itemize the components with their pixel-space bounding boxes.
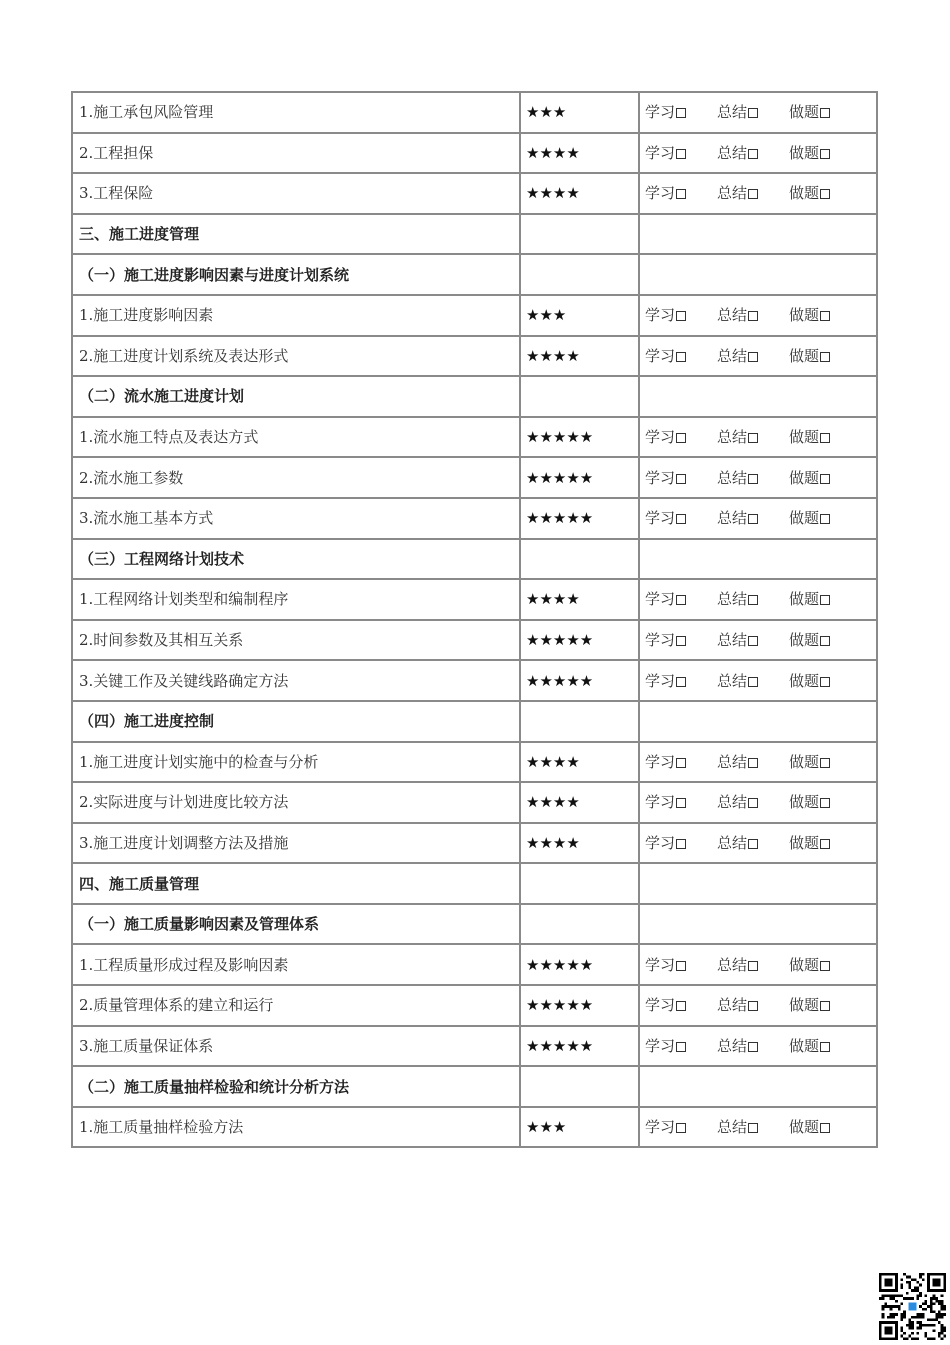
practice-checkbox[interactable] bbox=[789, 469, 830, 487]
table-row bbox=[72, 579, 877, 620]
study-label: 学习 bbox=[645, 996, 676, 1015]
progress-checks-cell bbox=[639, 742, 877, 783]
checkbox-icon[interactable] bbox=[748, 474, 758, 484]
practice-checkbox[interactable] bbox=[789, 103, 830, 121]
table-row bbox=[72, 620, 877, 661]
checkbox-icon[interactable] bbox=[676, 961, 686, 971]
table-row bbox=[72, 823, 877, 864]
summary-label: 总结 bbox=[717, 184, 748, 203]
topic-cell: 3.流水施工基本方式 bbox=[72, 498, 520, 539]
study-checkbox[interactable] bbox=[645, 834, 717, 852]
importance-stars: ★★★★★ bbox=[520, 944, 639, 985]
progress-checks-cell bbox=[639, 417, 877, 458]
topic-cell: 1.施工进度影响因素 bbox=[72, 295, 520, 336]
study-checkbox[interactable] bbox=[645, 590, 717, 608]
progress-checks-cell bbox=[639, 1026, 877, 1067]
section-heading-row bbox=[72, 539, 877, 580]
checkbox-icon[interactable] bbox=[748, 798, 758, 808]
topic-cell: （一）施工进度影响因素与进度计划系统 bbox=[72, 254, 520, 295]
practice-checkbox[interactable] bbox=[789, 347, 830, 365]
progress-checks-cell bbox=[639, 944, 877, 985]
progress-checks-cell bbox=[639, 254, 877, 295]
summary-checkbox[interactable] bbox=[717, 956, 789, 974]
section-heading-row bbox=[72, 904, 877, 945]
checkbox-icon[interactable] bbox=[748, 961, 758, 971]
practice-label: 做题 bbox=[789, 306, 820, 325]
table-row bbox=[72, 1026, 877, 1067]
importance-stars bbox=[520, 539, 639, 580]
importance-stars: ★★★ bbox=[520, 1107, 639, 1148]
summary-checkbox[interactable] bbox=[717, 1037, 789, 1055]
practice-checkbox[interactable] bbox=[789, 793, 830, 811]
table-row bbox=[72, 336, 877, 377]
table-row bbox=[72, 660, 877, 701]
section-heading-row bbox=[72, 701, 877, 742]
table-row bbox=[72, 457, 877, 498]
progress-checks-cell bbox=[639, 904, 877, 945]
study-label: 学习 bbox=[645, 955, 676, 974]
checkbox-icon[interactable] bbox=[676, 636, 686, 646]
importance-stars: ★★★★★ bbox=[520, 457, 639, 498]
topic-cell: （二）流水施工进度计划 bbox=[72, 376, 520, 417]
table-row bbox=[72, 498, 877, 539]
progress-checks-cell bbox=[639, 214, 877, 255]
practice-checkbox[interactable] bbox=[789, 306, 830, 324]
summary-checkbox[interactable] bbox=[717, 590, 789, 608]
topic-cell: 2.施工进度计划系统及表达形式 bbox=[72, 336, 520, 377]
summary-label: 总结 bbox=[717, 752, 748, 771]
summary-label: 总结 bbox=[717, 793, 748, 812]
topic-cell: 1.施工承包风险管理 bbox=[72, 92, 520, 133]
checkbox-icon[interactable] bbox=[748, 514, 758, 524]
study-label: 学习 bbox=[645, 509, 676, 528]
importance-stars: ★★★★ bbox=[520, 173, 639, 214]
section-heading-row bbox=[72, 863, 877, 904]
summary-label: 总结 bbox=[717, 428, 748, 447]
practice-label: 做题 bbox=[789, 1118, 820, 1137]
summary-checkbox[interactable] bbox=[717, 103, 789, 121]
study-checkbox[interactable] bbox=[645, 184, 717, 202]
checkbox-icon[interactable] bbox=[820, 108, 830, 118]
summary-label: 总结 bbox=[717, 955, 748, 974]
study-label: 学习 bbox=[645, 428, 676, 447]
importance-stars bbox=[520, 376, 639, 417]
practice-label: 做题 bbox=[789, 671, 820, 690]
study-label: 学习 bbox=[645, 793, 676, 812]
checkbox-icon[interactable] bbox=[820, 474, 830, 484]
study-checkbox[interactable] bbox=[645, 103, 717, 121]
topic-cell: 2.实际进度与计划进度比较方法 bbox=[72, 782, 520, 823]
progress-checks-cell bbox=[639, 1107, 877, 1148]
summary-checkbox[interactable] bbox=[717, 996, 789, 1014]
checkbox-icon[interactable] bbox=[676, 189, 686, 199]
importance-stars bbox=[520, 214, 639, 255]
practice-label: 做题 bbox=[789, 590, 820, 609]
checkbox-icon[interactable] bbox=[676, 677, 686, 687]
checkbox-icon[interactable] bbox=[676, 514, 686, 524]
topic-cell: （四）施工进度控制 bbox=[72, 701, 520, 742]
checkbox-icon[interactable] bbox=[676, 1042, 686, 1052]
study-checkbox[interactable] bbox=[645, 509, 717, 527]
practice-label: 做题 bbox=[789, 428, 820, 447]
study-checkbox[interactable] bbox=[645, 306, 717, 324]
study-checkbox[interactable] bbox=[645, 956, 717, 974]
progress-checks-cell bbox=[639, 1066, 877, 1107]
checkbox-icon[interactable] bbox=[676, 1001, 686, 1011]
study-label: 学习 bbox=[645, 671, 676, 690]
summary-label: 总结 bbox=[717, 590, 748, 609]
practice-checkbox[interactable] bbox=[789, 956, 830, 974]
summary-checkbox[interactable] bbox=[717, 1118, 789, 1136]
progress-checks-cell bbox=[639, 782, 877, 823]
checkbox-icon[interactable] bbox=[676, 758, 686, 768]
checkbox-icon[interactable] bbox=[820, 1042, 830, 1052]
summary-checkbox[interactable] bbox=[717, 672, 789, 690]
progress-checks-cell bbox=[639, 498, 877, 539]
study-label: 学习 bbox=[645, 1118, 676, 1137]
checkbox-icon[interactable] bbox=[820, 798, 830, 808]
table-row bbox=[72, 417, 877, 458]
section-heading-row bbox=[72, 376, 877, 417]
table-body bbox=[72, 92, 877, 1147]
study-label: 学习 bbox=[645, 631, 676, 650]
table-row bbox=[72, 782, 877, 823]
checkbox-icon[interactable] bbox=[748, 189, 758, 199]
importance-stars: ★★★ bbox=[520, 295, 639, 336]
progress-checks-cell bbox=[639, 660, 877, 701]
topic-cell: 1.工程质量形成过程及影响因素 bbox=[72, 944, 520, 985]
checkbox-icon[interactable] bbox=[748, 595, 758, 605]
topic-cell: 3.施工质量保证体系 bbox=[72, 1026, 520, 1067]
checkbox-icon[interactable] bbox=[676, 595, 686, 605]
checkbox-icon[interactable] bbox=[748, 352, 758, 362]
checkbox-icon[interactable] bbox=[820, 149, 830, 159]
summary-label: 总结 bbox=[717, 996, 748, 1015]
study-plan-table bbox=[71, 91, 878, 1148]
practice-label: 做题 bbox=[789, 184, 820, 203]
practice-label: 做题 bbox=[789, 468, 820, 487]
importance-stars bbox=[520, 254, 639, 295]
section-heading-row bbox=[72, 1066, 877, 1107]
summary-label: 总结 bbox=[717, 468, 748, 487]
practice-checkbox[interactable] bbox=[789, 428, 830, 446]
progress-checks-cell bbox=[639, 336, 877, 377]
practice-checkbox[interactable] bbox=[789, 1037, 830, 1055]
checkbox-icon[interactable] bbox=[676, 149, 686, 159]
table-row bbox=[72, 985, 877, 1026]
checkbox-icon[interactable] bbox=[820, 677, 830, 687]
checkbox-icon[interactable] bbox=[676, 108, 686, 118]
checkbox-icon[interactable] bbox=[748, 1123, 758, 1133]
checkbox-icon[interactable] bbox=[676, 433, 686, 443]
practice-label: 做题 bbox=[789, 346, 820, 365]
progress-checks-cell bbox=[639, 295, 877, 336]
progress-checks-cell bbox=[639, 376, 877, 417]
summary-checkbox[interactable] bbox=[717, 793, 789, 811]
summary-checkbox[interactable] bbox=[717, 184, 789, 202]
importance-stars: ★★★★★ bbox=[520, 417, 639, 458]
study-label: 学习 bbox=[645, 143, 676, 162]
study-label: 学习 bbox=[645, 752, 676, 771]
summary-checkbox[interactable] bbox=[717, 469, 789, 487]
practice-checkbox[interactable] bbox=[789, 631, 830, 649]
checkbox-icon[interactable] bbox=[676, 311, 686, 321]
importance-stars: ★★★★★ bbox=[520, 1026, 639, 1067]
table-row bbox=[72, 92, 877, 133]
study-checkbox[interactable] bbox=[645, 996, 717, 1014]
summary-label: 总结 bbox=[717, 509, 748, 528]
study-checkbox[interactable] bbox=[645, 793, 717, 811]
practice-label: 做题 bbox=[789, 752, 820, 771]
checkbox-icon[interactable] bbox=[748, 1001, 758, 1011]
importance-stars: ★★★ bbox=[520, 92, 639, 133]
summary-label: 总结 bbox=[717, 671, 748, 690]
study-label: 学习 bbox=[645, 306, 676, 325]
summary-checkbox[interactable] bbox=[717, 428, 789, 446]
checkbox-icon[interactable] bbox=[820, 514, 830, 524]
checkbox-icon[interactable] bbox=[820, 636, 830, 646]
practice-label: 做题 bbox=[789, 1036, 820, 1055]
importance-stars bbox=[520, 863, 639, 904]
checkbox-icon[interactable] bbox=[820, 839, 830, 849]
practice-label: 做题 bbox=[789, 143, 820, 162]
study-checkbox[interactable] bbox=[645, 469, 717, 487]
table-row bbox=[72, 133, 877, 174]
topic-cell: （二）施工质量抽样检验和统计分析方法 bbox=[72, 1066, 520, 1107]
study-label: 学习 bbox=[645, 468, 676, 487]
checkbox-icon[interactable] bbox=[748, 839, 758, 849]
study-checkbox[interactable] bbox=[645, 631, 717, 649]
study-label: 学习 bbox=[645, 346, 676, 365]
practice-checkbox[interactable] bbox=[789, 590, 830, 608]
importance-stars bbox=[520, 1066, 639, 1107]
topic-cell: 3.关键工作及关键线路确定方法 bbox=[72, 660, 520, 701]
importance-stars: ★★★★★ bbox=[520, 985, 639, 1026]
progress-checks-cell bbox=[639, 173, 877, 214]
study-checkbox[interactable] bbox=[645, 347, 717, 365]
checkbox-icon[interactable] bbox=[820, 352, 830, 362]
practice-label: 做题 bbox=[789, 996, 820, 1015]
table-row bbox=[72, 944, 877, 985]
checkbox-icon[interactable] bbox=[748, 677, 758, 687]
study-checkbox[interactable] bbox=[645, 1118, 717, 1136]
summary-label: 总结 bbox=[717, 143, 748, 162]
summary-label: 总结 bbox=[717, 346, 748, 365]
checkbox-icon[interactable] bbox=[820, 758, 830, 768]
checkbox-icon[interactable] bbox=[676, 798, 686, 808]
importance-stars: ★★★★ bbox=[520, 782, 639, 823]
checkbox-icon[interactable] bbox=[820, 1001, 830, 1011]
summary-label: 总结 bbox=[717, 1118, 748, 1137]
summary-checkbox[interactable] bbox=[717, 834, 789, 852]
summary-label: 总结 bbox=[717, 631, 748, 650]
importance-stars bbox=[520, 904, 639, 945]
importance-stars: ★★★★ bbox=[520, 742, 639, 783]
study-checkbox[interactable] bbox=[645, 428, 717, 446]
progress-checks-cell bbox=[639, 985, 877, 1026]
topic-cell: （三）工程网络计划技术 bbox=[72, 539, 520, 580]
practice-checkbox[interactable] bbox=[789, 1118, 830, 1136]
topic-cell: 3.施工进度计划调整方法及措施 bbox=[72, 823, 520, 864]
study-label: 学习 bbox=[645, 184, 676, 203]
summary-checkbox[interactable] bbox=[717, 144, 789, 162]
checkbox-icon[interactable] bbox=[820, 189, 830, 199]
study-label: 学习 bbox=[645, 103, 676, 122]
topic-cell: 2.工程担保 bbox=[72, 133, 520, 174]
practice-checkbox[interactable] bbox=[789, 184, 830, 202]
topic-cell: 四、施工质量管理 bbox=[72, 863, 520, 904]
checkbox-icon[interactable] bbox=[676, 474, 686, 484]
checkbox-icon[interactable] bbox=[748, 758, 758, 768]
checkbox-icon[interactable] bbox=[820, 961, 830, 971]
table-row bbox=[72, 173, 877, 214]
checkbox-icon[interactable] bbox=[748, 149, 758, 159]
summary-label: 总结 bbox=[717, 833, 748, 852]
practice-label: 做题 bbox=[789, 631, 820, 650]
table-row bbox=[72, 742, 877, 783]
checkbox-icon[interactable] bbox=[748, 433, 758, 443]
table-row bbox=[72, 295, 877, 336]
importance-stars: ★★★★★ bbox=[520, 620, 639, 661]
qr-code-icon bbox=[879, 1273, 946, 1340]
importance-stars: ★★★★ bbox=[520, 336, 639, 377]
practice-checkbox[interactable] bbox=[789, 753, 830, 771]
checkbox-icon[interactable] bbox=[748, 108, 758, 118]
summary-label: 总结 bbox=[717, 1036, 748, 1055]
progress-checks-cell bbox=[639, 539, 877, 580]
topic-cell: 1.施工进度计划实施中的检查与分析 bbox=[72, 742, 520, 783]
importance-stars bbox=[520, 701, 639, 742]
practice-checkbox[interactable] bbox=[789, 509, 830, 527]
checkbox-icon[interactable] bbox=[748, 311, 758, 321]
summary-checkbox[interactable] bbox=[717, 753, 789, 771]
practice-label: 做题 bbox=[789, 793, 820, 812]
checkbox-icon[interactable] bbox=[676, 352, 686, 362]
progress-checks-cell bbox=[639, 701, 877, 742]
topic-cell: 1.工程网络计划类型和编制程序 bbox=[72, 579, 520, 620]
practice-label: 做题 bbox=[789, 103, 820, 122]
checkbox-icon[interactable] bbox=[820, 595, 830, 605]
practice-label: 做题 bbox=[789, 955, 820, 974]
summary-checkbox[interactable] bbox=[717, 509, 789, 527]
study-label: 学习 bbox=[645, 1036, 676, 1055]
progress-checks-cell bbox=[639, 457, 877, 498]
study-checkbox[interactable] bbox=[645, 1037, 717, 1055]
practice-label: 做题 bbox=[789, 833, 820, 852]
checkbox-icon[interactable] bbox=[820, 433, 830, 443]
checkbox-icon[interactable] bbox=[676, 839, 686, 849]
checkbox-icon[interactable] bbox=[748, 636, 758, 646]
importance-stars: ★★★★ bbox=[520, 823, 639, 864]
practice-checkbox[interactable] bbox=[789, 144, 830, 162]
section-heading-row bbox=[72, 214, 877, 255]
practice-checkbox[interactable] bbox=[789, 996, 830, 1014]
practice-checkbox[interactable] bbox=[789, 672, 830, 690]
progress-checks-cell bbox=[639, 823, 877, 864]
summary-label: 总结 bbox=[717, 103, 748, 122]
topic-cell: 2.时间参数及其相互关系 bbox=[72, 620, 520, 661]
practice-label: 做题 bbox=[789, 509, 820, 528]
summary-checkbox[interactable] bbox=[717, 306, 789, 324]
table-row bbox=[72, 1107, 877, 1148]
study-label: 学习 bbox=[645, 590, 676, 609]
progress-checks-cell bbox=[639, 92, 877, 133]
topic-cell: （一）施工质量影响因素及管理体系 bbox=[72, 904, 520, 945]
importance-stars: ★★★★★ bbox=[520, 660, 639, 701]
summary-checkbox[interactable] bbox=[717, 631, 789, 649]
progress-checks-cell bbox=[639, 133, 877, 174]
study-checkbox[interactable] bbox=[645, 753, 717, 771]
importance-stars: ★★★★ bbox=[520, 579, 639, 620]
section-heading-row bbox=[72, 254, 877, 295]
topic-cell: 2.流水施工参数 bbox=[72, 457, 520, 498]
checkbox-icon[interactable] bbox=[820, 1123, 830, 1133]
checkbox-icon[interactable] bbox=[820, 311, 830, 321]
summary-checkbox[interactable] bbox=[717, 347, 789, 365]
study-checkbox[interactable] bbox=[645, 672, 717, 690]
study-label: 学习 bbox=[645, 833, 676, 852]
practice-checkbox[interactable] bbox=[789, 834, 830, 852]
progress-checks-cell bbox=[639, 579, 877, 620]
importance-stars: ★★★★★ bbox=[520, 498, 639, 539]
topic-cell: 2.质量管理体系的建立和运行 bbox=[72, 985, 520, 1026]
importance-stars: ★★★★ bbox=[520, 133, 639, 174]
summary-label: 总结 bbox=[717, 306, 748, 325]
topic-cell: 1.施工质量抽样检验方法 bbox=[72, 1107, 520, 1148]
checkbox-icon[interactable] bbox=[748, 1042, 758, 1052]
topic-cell: 3.工程保险 bbox=[72, 173, 520, 214]
study-checkbox[interactable] bbox=[645, 144, 717, 162]
progress-checks-cell bbox=[639, 863, 877, 904]
topic-cell: 三、施工进度管理 bbox=[72, 214, 520, 255]
topic-cell: 1.流水施工特点及表达方式 bbox=[72, 417, 520, 458]
checkbox-icon[interactable] bbox=[676, 1123, 686, 1133]
progress-checks-cell bbox=[639, 620, 877, 661]
